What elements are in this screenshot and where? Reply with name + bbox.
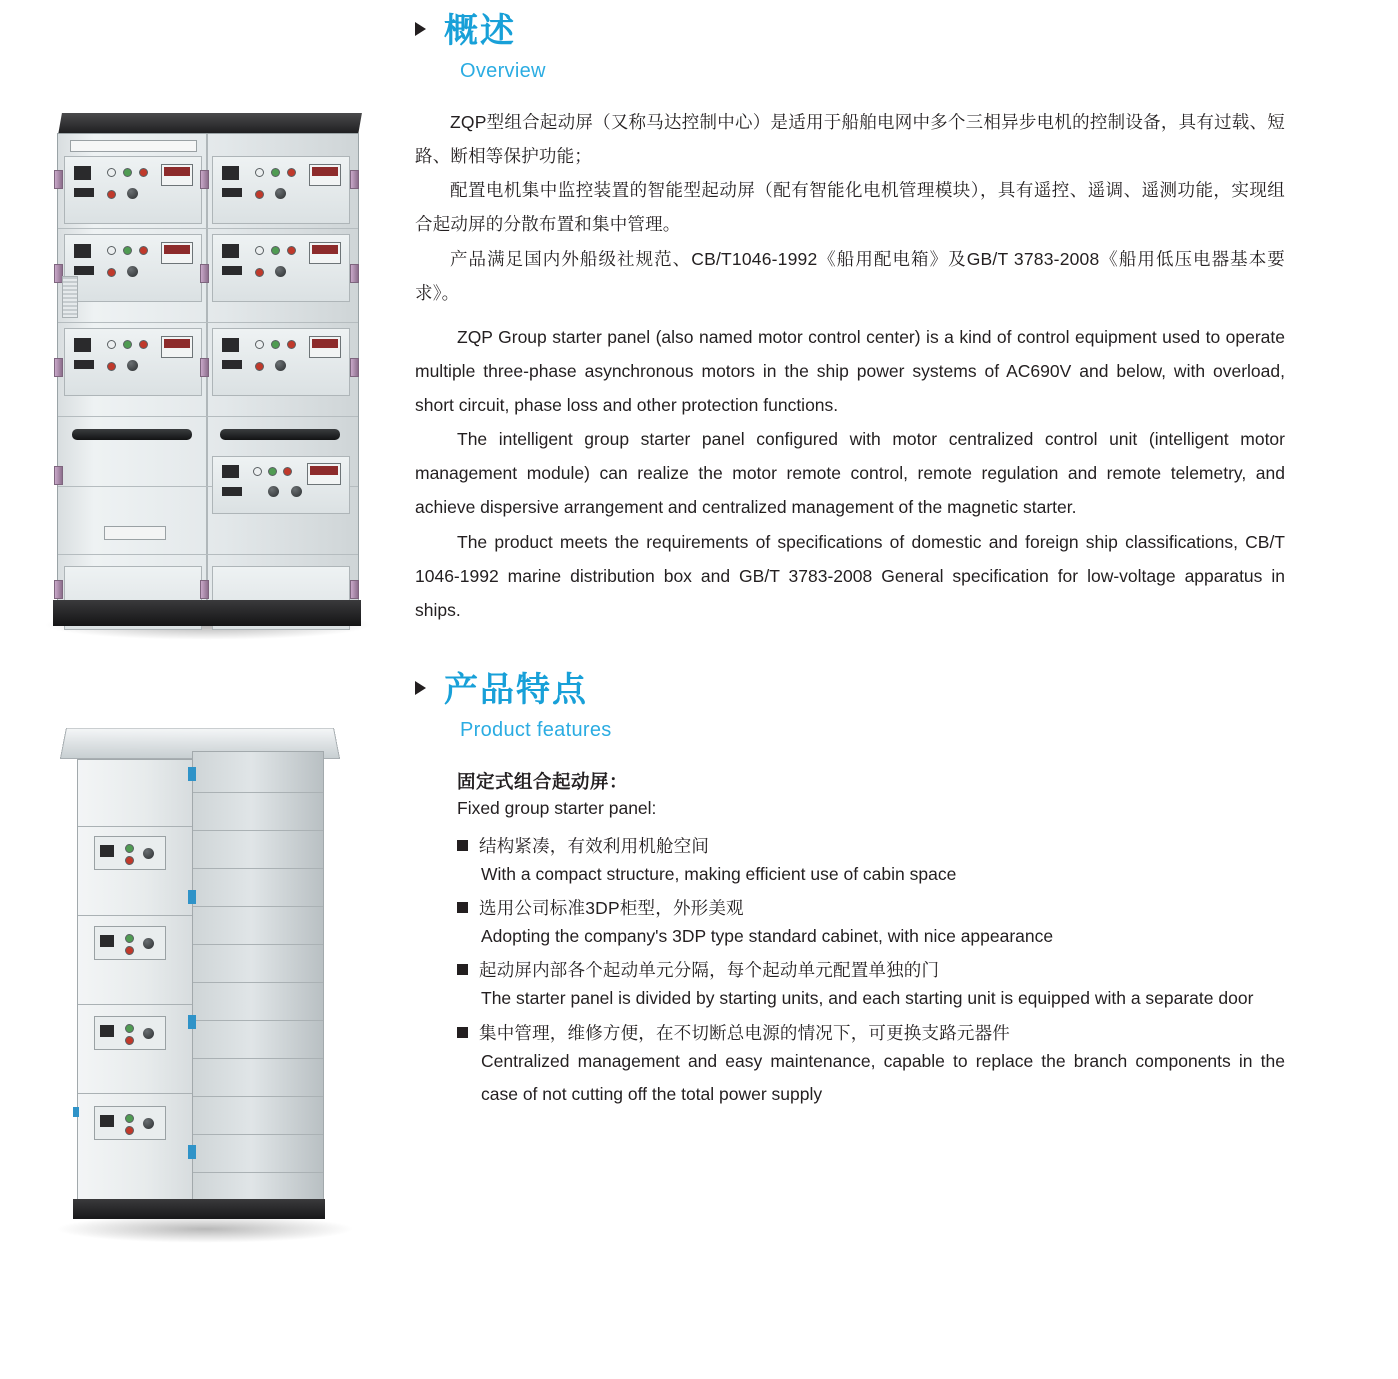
- starter-unit-door: [64, 328, 202, 396]
- pushbutton-block: [100, 845, 114, 857]
- cabinet-side-face: [192, 751, 324, 1208]
- feature-label-cn: 选用公司标准3DP柜型，外形美观: [479, 898, 744, 919]
- ammeter: [309, 336, 341, 358]
- selector-knob: [143, 1118, 154, 1129]
- list-item: [415, 1020, 1285, 1112]
- door-hinge: [350, 580, 359, 599]
- content-column: [415, 0, 1285, 1115]
- ammeter: [161, 336, 193, 358]
- cabinet-plinth: [73, 1199, 325, 1219]
- indicator-lamp: [283, 467, 292, 476]
- selector-knob: [143, 848, 154, 859]
- overview-paragraph-en-2: The intelligent group starter panel configured with motor centralized control unit (intelligent motor management module) can realize the motor remote control, remote regulation and remote telemetry, and achieve dispersive arrangement and centralized management of the magnetic starter.: [415, 429, 1285, 518]
- feature-text-en: The starter panel is divided by starting units, and each starting unit is equipped with a separate door: [481, 988, 1254, 1009]
- ammeter: [309, 242, 341, 264]
- image-column: [0, 0, 400, 1379]
- pushbutton-block: [74, 338, 91, 352]
- overview-paragraph-en-3: The product meets the requirements of specifications of domestic and foreign ship classifications, CB/T 1046-1992 marine distribution box and GB/T 3783-2008 General specification for low-voltage apparatus in ships.: [415, 531, 1285, 620]
- selector-knob: [275, 360, 286, 371]
- indicator-lamp: [125, 844, 134, 853]
- cabinet-row-line: [58, 554, 358, 555]
- door-seam: [78, 1093, 193, 1094]
- indicator-lamp: [268, 467, 277, 476]
- feature-label-cn: 集中管理，维修方便，在不切断总电源的情况下，可更换支路元器件: [479, 1022, 1010, 1043]
- panel-seam: [193, 1058, 323, 1059]
- list-item: [415, 895, 1285, 953]
- features-heading-cn: 产品特点: [444, 670, 588, 709]
- selector-knob: [291, 486, 302, 497]
- pushbutton-block: [100, 1025, 114, 1037]
- overview-heading-cn: 概述: [444, 12, 516, 50]
- indicator-lamp: [255, 190, 264, 199]
- indicator-lamp: [287, 340, 296, 349]
- selector-knob: [275, 188, 286, 199]
- door-hinge: [54, 466, 63, 485]
- door-seam: [78, 915, 193, 916]
- pushbutton-block: [222, 244, 239, 258]
- panel-seam: [193, 792, 323, 793]
- starter-unit-control-panel: [94, 1106, 166, 1140]
- drawer-handle: [72, 429, 192, 440]
- feature-text-en: With a compact structure, making efficient use of cabin space: [481, 863, 957, 884]
- pushbutton-block: [222, 465, 239, 478]
- feature-text-cn: [457, 1020, 1285, 1045]
- indicator-lamp: [107, 190, 116, 199]
- starter-unit-control-panel: [94, 836, 166, 870]
- section-product-features: [415, 670, 1285, 1111]
- indicator-lamp: [125, 1024, 134, 1033]
- pushbutton-block: [222, 166, 239, 180]
- panel-seam: [193, 1172, 323, 1173]
- indicator-lamp: [255, 268, 264, 277]
- door-hinge: [200, 264, 209, 283]
- overview-paragraph-cn-3: 产品满足国内外船级社规范、CB/T1046-1992《船用配电箱》及GB/T 3783-2008《船用低压电器基本要求》。: [415, 248, 1285, 303]
- selector-knob: [127, 188, 138, 199]
- list-item: [415, 957, 1285, 1015]
- indicator-lamp: [123, 246, 132, 255]
- cabinet-row-line: [58, 322, 358, 323]
- triangle-bullet-icon: [415, 681, 426, 695]
- terminal-block: [74, 188, 94, 197]
- panel-seam: [193, 830, 323, 831]
- door-hinge: [350, 358, 359, 377]
- indicator-lamp: [139, 340, 148, 349]
- square-bullet-icon: [457, 902, 468, 913]
- feature-text-en: Centralized management and easy maintenance, capable to replace the branch components in the case of not cutting off the total power supply: [481, 1050, 1285, 1104]
- terminal-block: [74, 360, 94, 369]
- indicator-lamp: [125, 856, 134, 865]
- indicator-lamp: [123, 168, 132, 177]
- terminal-block: [222, 360, 242, 369]
- selector-knob: [143, 938, 154, 949]
- pushbutton-block: [74, 244, 91, 258]
- indicator-lamp: [271, 168, 280, 177]
- panel-seam: [193, 944, 323, 945]
- indicator-lamp: [253, 467, 262, 476]
- indicator-lamp: [139, 246, 148, 255]
- indicator-lamp: [125, 1126, 134, 1135]
- door-hinge: [200, 170, 209, 189]
- feature-text-cn: [457, 957, 1285, 982]
- ammeter: [161, 242, 193, 264]
- indicator-lamp: [255, 340, 264, 349]
- drawer-handle: [220, 429, 340, 440]
- starter-unit-door: [212, 328, 350, 396]
- cabinet-front-face: [77, 759, 194, 1201]
- control-unit-door: [212, 456, 350, 514]
- selector-knob: [275, 266, 286, 277]
- overview-heading-en: Overview: [460, 60, 546, 82]
- features-subtitle-cn: 固定式组合起动屏：: [457, 770, 629, 792]
- indicator-lamp: [125, 934, 134, 943]
- features-heading-en: Product features: [460, 718, 612, 741]
- starter-unit-control-panel: [94, 926, 166, 960]
- selector-knob: [143, 1028, 154, 1039]
- panel-seam: [193, 1134, 323, 1135]
- panel-seam: [193, 1096, 323, 1097]
- terminal-block: [222, 188, 242, 197]
- square-bullet-icon: [457, 840, 468, 851]
- indicator-lamp: [107, 362, 116, 371]
- indicator-lamp: [139, 168, 148, 177]
- door-hinge: [350, 170, 359, 189]
- overview-paragraph-cn-1: ZQP型组合起动屏（又称马达控制中心）是适用于船舶电网中多个三相异步电机的控制设备，具有过载、短路、断相等保护功能；: [415, 112, 1285, 167]
- indicator-lamp: [255, 246, 264, 255]
- overview-paragraph-en-1: ZQP Group starter panel (also named motor control center) is a kind of control equipment used to operate multiple three-phase asynchronous motors in the ship power systems of AC690V and below, with overload, short circuit, phase loss and other protection functions.: [415, 326, 1285, 415]
- indicator-lamp: [107, 168, 116, 177]
- zqp-group-starter-panel-front-photo: [35, 105, 375, 650]
- door-hinge: [200, 580, 209, 599]
- indicator-lamp: [255, 168, 264, 177]
- indicator-lamp: [123, 340, 132, 349]
- indicator-lamp: [125, 1036, 134, 1045]
- starter-unit-door: [64, 234, 202, 302]
- overview-heading: [415, 14, 1285, 48]
- indicator-lamp: [107, 246, 116, 255]
- door-hinge: [54, 358, 63, 377]
- panel-seam: [193, 982, 323, 983]
- equipment-nameplate: [104, 526, 166, 540]
- terminal-block: [74, 266, 94, 275]
- door-hinge: [200, 358, 209, 377]
- indicator-lamp: [125, 946, 134, 955]
- terminal-block: [222, 266, 242, 275]
- feature-text-en: Adopting the company's 3DP type standard cabinet, with nice appearance: [481, 926, 1054, 947]
- indicator-lamp: [107, 340, 116, 349]
- door-latch: [188, 890, 196, 904]
- ammeter: [161, 164, 193, 186]
- triangle-bullet-icon: [415, 22, 426, 36]
- ammeter: [307, 463, 341, 485]
- indicator-lamp: [271, 246, 280, 255]
- panel-title-strip: [70, 140, 197, 152]
- indicator-lamp: [287, 246, 296, 255]
- panel-seam: [193, 906, 323, 907]
- ventilation-louver: [62, 276, 78, 318]
- feature-text-cn: [457, 833, 1285, 858]
- cabinet-body: [57, 133, 359, 605]
- panel-seam: [193, 1020, 323, 1021]
- pushbutton-block: [222, 338, 239, 352]
- fixed-group-starter-cabinet-photo: [55, 715, 355, 1245]
- indicator-lamp: [287, 168, 296, 177]
- pushbutton-block: [100, 935, 114, 947]
- cabinet-shadow: [55, 1215, 355, 1243]
- feature-label-cn: 结构紧凑，有效利用机舱空间: [479, 835, 710, 856]
- door-seam: [78, 1004, 193, 1005]
- panel-seam: [193, 868, 323, 869]
- door-hinge: [350, 264, 359, 283]
- door-latch: [188, 1015, 196, 1029]
- pushbutton-block: [74, 166, 91, 180]
- section-overview: [415, 14, 1285, 627]
- door-latch: [73, 1107, 79, 1117]
- features-list: [415, 833, 1285, 1111]
- selector-knob: [268, 486, 279, 497]
- terminal-block: [222, 487, 242, 496]
- square-bullet-icon: [457, 1027, 468, 1038]
- door-latch: [188, 1145, 196, 1159]
- features-subtitle-en: Fixed group starter panel:: [457, 797, 657, 818]
- feature-text-cn: [457, 895, 1285, 920]
- selector-knob: [127, 360, 138, 371]
- starter-unit-door: [64, 156, 202, 224]
- cabinet-row-line: [58, 416, 358, 417]
- list-item: [415, 833, 1285, 891]
- door-latch: [188, 767, 196, 781]
- starter-unit-control-panel: [94, 1016, 166, 1050]
- pushbutton-block: [100, 1115, 114, 1127]
- indicator-lamp: [107, 268, 116, 277]
- indicator-lamp: [125, 1114, 134, 1123]
- square-bullet-icon: [457, 964, 468, 975]
- overview-paragraph-cn-2: 配置电机集中监控装置的智能型起动屏（配有智能化电机管理模块），具有遥控、遥调、遥测功能，实现组合起动屏的分散布置和集中管理。: [415, 180, 1285, 235]
- selector-knob: [127, 266, 138, 277]
- indicator-lamp: [271, 340, 280, 349]
- starter-unit-door: [212, 234, 350, 302]
- features-heading: [415, 670, 1285, 709]
- door-hinge: [54, 170, 63, 189]
- starter-unit-door: [212, 156, 350, 224]
- indicator-lamp: [255, 362, 264, 371]
- cabinet-plinth: [53, 600, 361, 626]
- door-hinge: [54, 580, 63, 599]
- feature-label-cn: 起动屏内部各个起动单元分隔，每个起动单元配置单独的门: [479, 960, 940, 981]
- cabinet-row-line: [58, 228, 358, 229]
- door-seam: [78, 826, 193, 827]
- ammeter: [309, 164, 341, 186]
- cabinet-top-cover: [58, 113, 362, 135]
